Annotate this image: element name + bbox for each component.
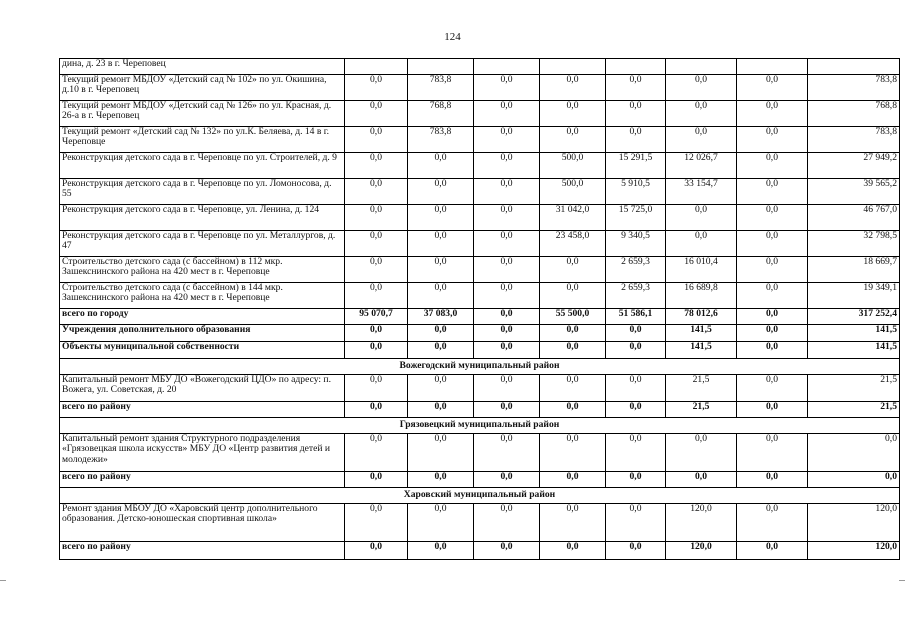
value-cell: 16 010,4 — [666, 257, 737, 283]
page-number: 124 — [444, 31, 461, 43]
section-header-row — [60, 359, 900, 375]
value-cell: 0,0 — [474, 309, 540, 325]
row-name-cell: всего по району — [60, 472, 345, 488]
table-row — [60, 375, 900, 402]
value-cell: 120,0 — [666, 504, 737, 542]
row-name-cell: Строительство детского сада (с бассейном) в 144 мкр. Зашекснинского района на 420 мест в г. Череповце — [60, 283, 345, 309]
value-cell: 0,0 — [474, 342, 540, 359]
value-cell: 15 291,5 — [606, 153, 666, 179]
value-cell: 0,0 — [345, 472, 408, 488]
table-row — [60, 127, 900, 153]
value-cell: 0,0 — [737, 472, 808, 488]
scan-edge-mark — [0, 580, 6, 581]
value-cell: 0,0 — [606, 472, 666, 488]
value-cell: 0,0 — [606, 342, 666, 359]
value-cell: 46 767,0 — [808, 205, 900, 231]
budget-table — [59, 58, 900, 560]
value-cell: 0,0 — [606, 127, 666, 153]
value-cell: 0,0 — [408, 375, 474, 402]
value-cell: 0,0 — [408, 283, 474, 309]
value-cell: 33 154,7 — [666, 179, 737, 205]
value-cell: 0,0 — [540, 375, 606, 402]
value-cell: 783,8 — [808, 127, 900, 153]
value-cell: 0,0 — [474, 472, 540, 488]
value-cell: 783,8 — [408, 127, 474, 153]
value-cell: 0,0 — [737, 434, 808, 472]
table-row — [60, 257, 900, 283]
row-name-cell: Текущий ремонт «Детский сад № 132» по ул.К. Беляева, д. 14 в г. Череповце — [60, 127, 345, 153]
value-cell: 0,0 — [345, 153, 408, 179]
value-cell: 0,0 — [737, 325, 808, 342]
table-row — [60, 283, 900, 309]
value-cell: 0,0 — [737, 205, 808, 231]
value-cell: 21,5 — [808, 402, 900, 418]
value-cell: 0,0 — [737, 179, 808, 205]
value-cell: 0,0 — [737, 342, 808, 359]
value-cell: 0,0 — [345, 283, 408, 309]
value-cell: 21,5 — [666, 402, 737, 418]
value-cell: 0,0 — [737, 257, 808, 283]
section-header-row — [60, 418, 900, 434]
value-cell: 2 659,3 — [606, 283, 666, 309]
value-cell: 27 949,2 — [808, 153, 900, 179]
value-cell: 0,0 — [808, 472, 900, 488]
value-cell: 0,0 — [737, 153, 808, 179]
section-header-row — [60, 488, 900, 504]
total-row — [60, 472, 900, 488]
value-cell: 0,0 — [474, 283, 540, 309]
value-cell: 0,0 — [606, 542, 666, 560]
value-cell: 0,0 — [540, 472, 606, 488]
row-name-cell: всего по району — [60, 542, 345, 560]
row-name-cell: Реконструкция детского сада в г. Череповце по ул. Ломоносова, д. 55 — [60, 179, 345, 205]
value-cell: 0,0 — [666, 127, 737, 153]
value-cell: 0,0 — [474, 325, 540, 342]
row-name-cell: Капитальный ремонт МБУ ДО «Вожегодский ЦДО» по адресу: п. Вожега, ул. Советская, д. 20 — [60, 375, 345, 402]
value-cell: 0,0 — [474, 542, 540, 560]
value-cell: 0,0 — [540, 283, 606, 309]
value-cell: 0,0 — [737, 504, 808, 542]
value-cell: 12 026,7 — [666, 153, 737, 179]
value-cell: 0,0 — [540, 504, 606, 542]
value-cell: 51 586,1 — [606, 309, 666, 325]
value-cell: 0,0 — [808, 434, 900, 472]
value-cell: 0,0 — [408, 257, 474, 283]
value-cell: 31 042,0 — [540, 205, 606, 231]
value-cell: 0,0 — [666, 75, 737, 101]
value-cell: 0,0 — [408, 434, 474, 472]
table-row — [60, 59, 900, 75]
value-cell: 37 083,0 — [408, 309, 474, 325]
total-row — [60, 309, 900, 325]
value-cell: 0,0 — [737, 542, 808, 560]
table-row — [60, 101, 900, 127]
table-row — [60, 153, 900, 179]
value-cell: 0,0 — [408, 342, 474, 359]
row-name-cell: всего по району — [60, 402, 345, 418]
value-cell: 500,0 — [540, 179, 606, 205]
total-row — [60, 402, 900, 418]
value-cell: 0,0 — [540, 127, 606, 153]
value-cell: 120,0 — [808, 542, 900, 560]
value-cell: 0,0 — [345, 127, 408, 153]
value-cell: 0,0 — [540, 75, 606, 101]
value-cell: 0,0 — [540, 325, 606, 342]
row-name-cell: Ремонт здания МБОУ ДО «Харовский центр дополнительного образования. Детско-юношеская спортивная школа» — [60, 504, 345, 542]
value-cell: 0,0 — [474, 231, 540, 257]
value-cell: 21,5 — [666, 375, 737, 402]
value-cell: 2 659,3 — [606, 257, 666, 283]
value-cell: 0,0 — [666, 472, 737, 488]
value-cell: 0,0 — [474, 101, 540, 127]
value-cell: 0,0 — [540, 257, 606, 283]
section-title: Грязовецкий муниципальный район — [60, 418, 900, 434]
value-cell: 0,0 — [408, 402, 474, 418]
value-cell: 15 725,0 — [606, 205, 666, 231]
section-title: Вожегодский муниципальный район — [60, 359, 900, 375]
row-name-cell: дина, д. 23 в г. Череповец — [60, 59, 345, 75]
value-cell: 19 349,1 — [808, 283, 900, 309]
total-row — [60, 342, 900, 359]
value-cell: 141,5 — [666, 325, 737, 342]
value-cell: 0,0 — [408, 153, 474, 179]
value-cell: 0,0 — [474, 75, 540, 101]
value-cell: 0,0 — [345, 342, 408, 359]
value-cell: 0,0 — [606, 75, 666, 101]
value-cell — [345, 59, 408, 75]
value-cell: 0,0 — [408, 542, 474, 560]
value-cell: 0,0 — [408, 325, 474, 342]
table-row — [60, 504, 900, 542]
value-cell — [540, 59, 606, 75]
value-cell: 0,0 — [606, 504, 666, 542]
total-row — [60, 325, 900, 342]
value-cell: 141,5 — [666, 342, 737, 359]
value-cell: 0,0 — [345, 504, 408, 542]
value-cell: 23 458,0 — [540, 231, 606, 257]
value-cell: 18 669,7 — [808, 257, 900, 283]
value-cell: 0,0 — [737, 375, 808, 402]
value-cell: 120,0 — [808, 504, 900, 542]
value-cell: 0,0 — [666, 231, 737, 257]
value-cell: 0,0 — [474, 205, 540, 231]
value-cell: 500,0 — [540, 153, 606, 179]
value-cell: 0,0 — [408, 504, 474, 542]
value-cell: 0,0 — [408, 179, 474, 205]
row-name-cell: всего по городу — [60, 309, 345, 325]
value-cell: 0,0 — [606, 325, 666, 342]
table-row — [60, 179, 900, 205]
value-cell: 32 798,5 — [808, 231, 900, 257]
value-cell — [408, 59, 474, 75]
value-cell: 39 565,2 — [808, 179, 900, 205]
value-cell: 0,0 — [737, 283, 808, 309]
value-cell: 0,0 — [606, 402, 666, 418]
row-name-cell: Текущий ремонт МБДОУ «Детский сад № 126» по ул. Красная, д. 26-а в г. Череповец — [60, 101, 345, 127]
value-cell: 0,0 — [474, 179, 540, 205]
value-cell: 0,0 — [345, 402, 408, 418]
value-cell: 0,0 — [474, 375, 540, 402]
value-cell: 0,0 — [737, 101, 808, 127]
value-cell: 0,0 — [737, 309, 808, 325]
value-cell: 5 910,5 — [606, 179, 666, 205]
value-cell: 21,5 — [808, 375, 900, 402]
value-cell: 0,0 — [540, 402, 606, 418]
value-cell: 141,5 — [808, 325, 900, 342]
value-cell: 0,0 — [666, 101, 737, 127]
value-cell: 0,0 — [345, 231, 408, 257]
value-cell: 0,0 — [474, 153, 540, 179]
value-cell: 0,0 — [737, 231, 808, 257]
value-cell: 0,0 — [737, 402, 808, 418]
value-cell: 0,0 — [345, 325, 408, 342]
value-cell — [474, 59, 540, 75]
value-cell: 0,0 — [666, 434, 737, 472]
value-cell: 95 070,7 — [345, 309, 408, 325]
value-cell: 0,0 — [474, 127, 540, 153]
value-cell: 0,0 — [737, 75, 808, 101]
value-cell: 0,0 — [345, 179, 408, 205]
value-cell: 0,0 — [606, 375, 666, 402]
value-cell: 0,0 — [345, 434, 408, 472]
row-name-cell: Текущий ремонт МБДОУ «Детский сад № 102» по ул. Окишина, д.10 в г. Череповец — [60, 75, 345, 101]
value-cell: 0,0 — [540, 542, 606, 560]
value-cell — [666, 59, 737, 75]
value-cell: 0,0 — [606, 434, 666, 472]
value-cell: 0,0 — [540, 101, 606, 127]
value-cell — [808, 59, 900, 75]
value-cell: 0,0 — [408, 231, 474, 257]
value-cell: 0,0 — [345, 257, 408, 283]
value-cell: 783,8 — [408, 75, 474, 101]
table-row — [60, 231, 900, 257]
row-name-cell: Объекты муниципальной собственности — [60, 342, 345, 359]
value-cell: 0,0 — [474, 257, 540, 283]
value-cell: 0,0 — [408, 205, 474, 231]
section-title: Харовский муниципальный район — [60, 488, 900, 504]
value-cell: 783,8 — [808, 75, 900, 101]
value-cell: 78 012,6 — [666, 309, 737, 325]
value-cell: 141,5 — [808, 342, 900, 359]
value-cell: 0,0 — [474, 504, 540, 542]
row-name-cell: Реконструкция детского сада в г. Череповце, ул. Ленина, д. 124 — [60, 205, 345, 231]
row-name-cell: Реконструкция детского сада в г. Череповце по ул. Строителей, д. 9 — [60, 153, 345, 179]
value-cell: 0,0 — [474, 402, 540, 418]
value-cell: 317 252,4 — [808, 309, 900, 325]
total-row — [60, 542, 900, 560]
value-cell: 16 689,8 — [666, 283, 737, 309]
value-cell: 120,0 — [666, 542, 737, 560]
value-cell: 768,8 — [408, 101, 474, 127]
value-cell: 9 340,5 — [606, 231, 666, 257]
value-cell: 55 500,0 — [540, 309, 606, 325]
table-row — [60, 205, 900, 231]
value-cell: 0,0 — [474, 434, 540, 472]
scan-edge-mark — [899, 580, 905, 581]
table-row — [60, 434, 900, 472]
value-cell: 0,0 — [606, 101, 666, 127]
value-cell: 0,0 — [345, 375, 408, 402]
value-cell: 0,0 — [345, 542, 408, 560]
value-cell: 0,0 — [408, 472, 474, 488]
row-name-cell: Реконструкция детского сада в г. Череповце по ул. Металлургов, д. 47 — [60, 231, 345, 257]
value-cell: 0,0 — [345, 75, 408, 101]
row-name-cell: Строительство детского сада (с бассейном) в 112 мкр. Зашекснинского района на 420 мест в г. Череповце — [60, 257, 345, 283]
value-cell: 0,0 — [345, 205, 408, 231]
value-cell: 0,0 — [737, 127, 808, 153]
value-cell: 768,8 — [808, 101, 900, 127]
row-name-cell: Капитальный ремонт здания Структурного подразделения «Грязовецкая школа искусств» МБУ ДО «Центр развития детей и молодежи» — [60, 434, 345, 472]
value-cell: 0,0 — [666, 205, 737, 231]
value-cell: 0,0 — [540, 342, 606, 359]
value-cell: 0,0 — [345, 101, 408, 127]
row-name-cell: Учреждения дополнительного образования — [60, 325, 345, 342]
value-cell: 0,0 — [540, 434, 606, 472]
value-cell — [737, 59, 808, 75]
table-row — [60, 75, 900, 101]
value-cell — [606, 59, 666, 75]
